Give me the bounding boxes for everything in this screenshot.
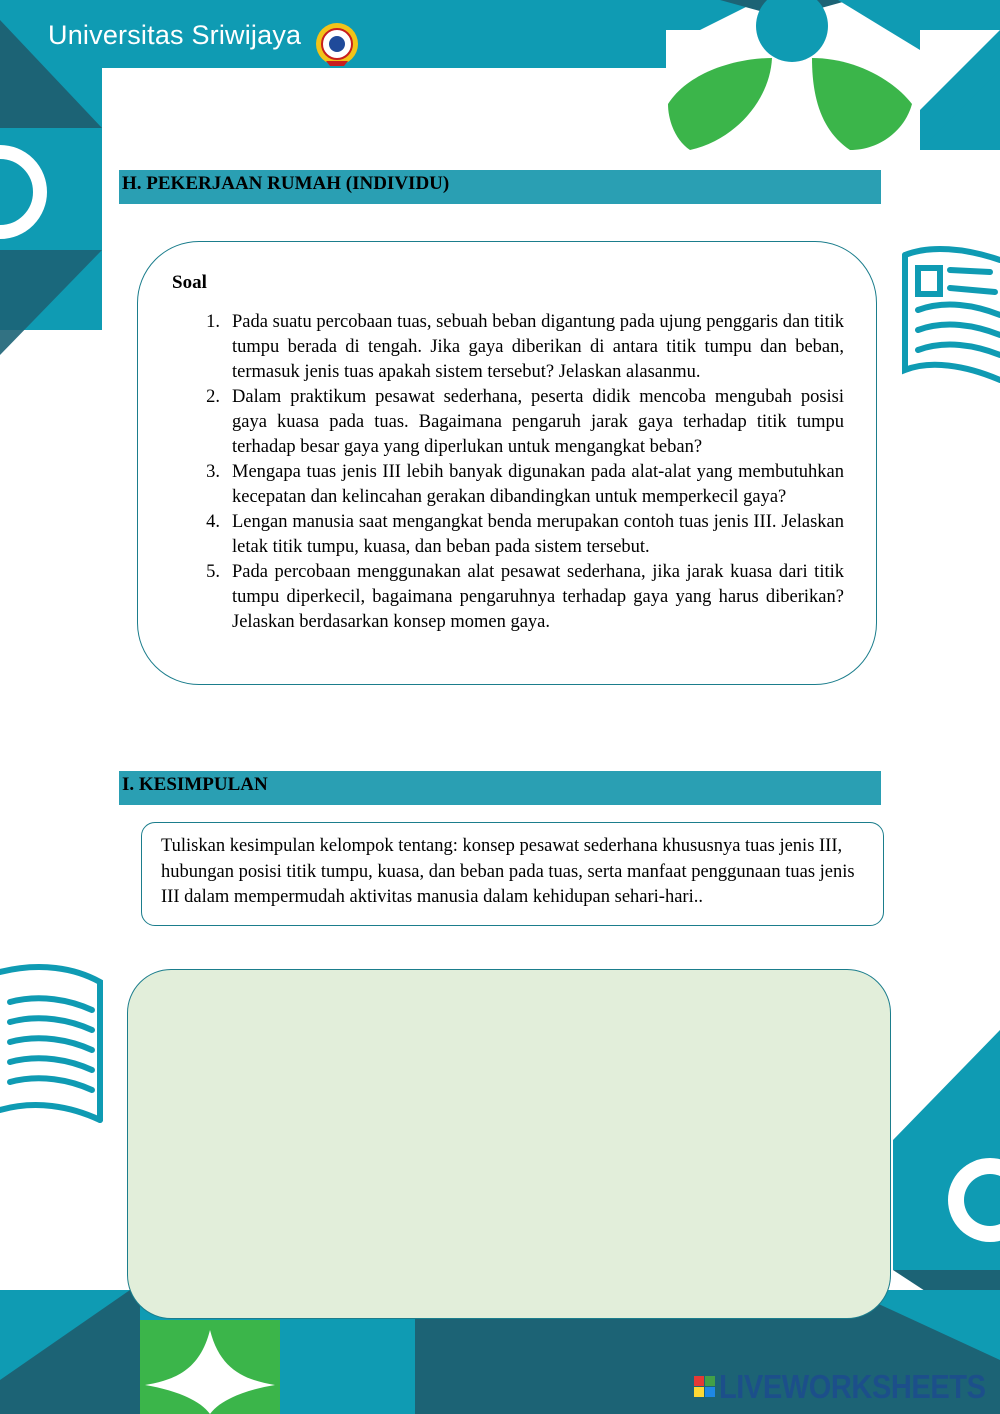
section-i-title: I. KESIMPULAN	[122, 774, 268, 795]
question-text: Dalam praktikum pesawat sederhana, peserta didik mencoba mengubah posisi gaya kuasa pada tuas. Bagaimana pengaruh jarak gaya terhadap titik tumpu terhadap besar gaya yang diperlukan untuk mengangkat beban?	[232, 387, 844, 457]
question-item	[204, 510, 844, 560]
question-text: Lengan manusia saat mengangkat benda merupakan contoh tuas jenis III. Jelaskan letak titik tumpu, kuasa, dan beban pada sistem tersebut.	[232, 512, 844, 557]
university-name: Universitas Sriwijaya	[48, 20, 302, 50]
soal-heading: Soal	[172, 272, 207, 293]
university-seal-icon	[314, 21, 360, 67]
soal-box	[137, 241, 877, 685]
liveworksheets-logo-icon	[694, 1376, 716, 1398]
question-item	[204, 460, 844, 510]
section-i-header	[119, 771, 881, 805]
kesimpulan-instruction: Tuliskan kesimpulan kelompok tentang: konsep pesawat sederhana khususnya tuas jenis III, hubungan posisi titik tumpu, kuasa, dan beban pada tuas, serta manfaat penggunaan tuas jenis III dalam mempermudah aktivitas manusia dalam kehidupan sehari-hari..	[161, 836, 855, 907]
question-item	[204, 385, 844, 460]
question-number: 3.	[206, 462, 220, 482]
section-h-header	[119, 170, 881, 204]
question-text: Pada suatu percobaan tuas, sebuah beban digantung pada ujung penggaris dan titik tumpu berada di tengah. Jika gaya diberikan di antara titik tumpu dan beban, termasuk jenis tuas apakah sistem tersebut? Jelaskan alasanmu.	[232, 312, 844, 382]
section-h-title: H. PEKERJAAN RUMAH (INDIVIDU)	[122, 173, 450, 194]
question-list	[204, 310, 844, 635]
liveworksheets-brand: LIVEWORKSHEETS	[719, 1368, 986, 1405]
question-text: Pada percobaan menggunakan alat pesawat sederhana, jika jarak kuasa dari titik tumpu diperkecil, bagaimana pengaruhnya terhadap gaya yang harus diberikan? Jelaskan berdasarkan konsep momen gaya.	[232, 562, 844, 632]
question-number: 5.	[206, 562, 220, 582]
question-number: 2.	[206, 387, 220, 407]
question-item	[204, 560, 844, 635]
kesimpulan-instruction-box	[141, 822, 884, 926]
question-number: 4.	[206, 512, 220, 532]
question-item	[204, 310, 844, 385]
answer-text-area[interactable]	[127, 969, 891, 1319]
question-text: Mengapa tuas jenis III lebih banyak digunakan pada alat-alat yang membutuhkan kecepatan dan kelincahan gerakan dibandingkan untuk memperkecil gaya?	[232, 462, 844, 507]
question-number: 1.	[206, 312, 220, 332]
